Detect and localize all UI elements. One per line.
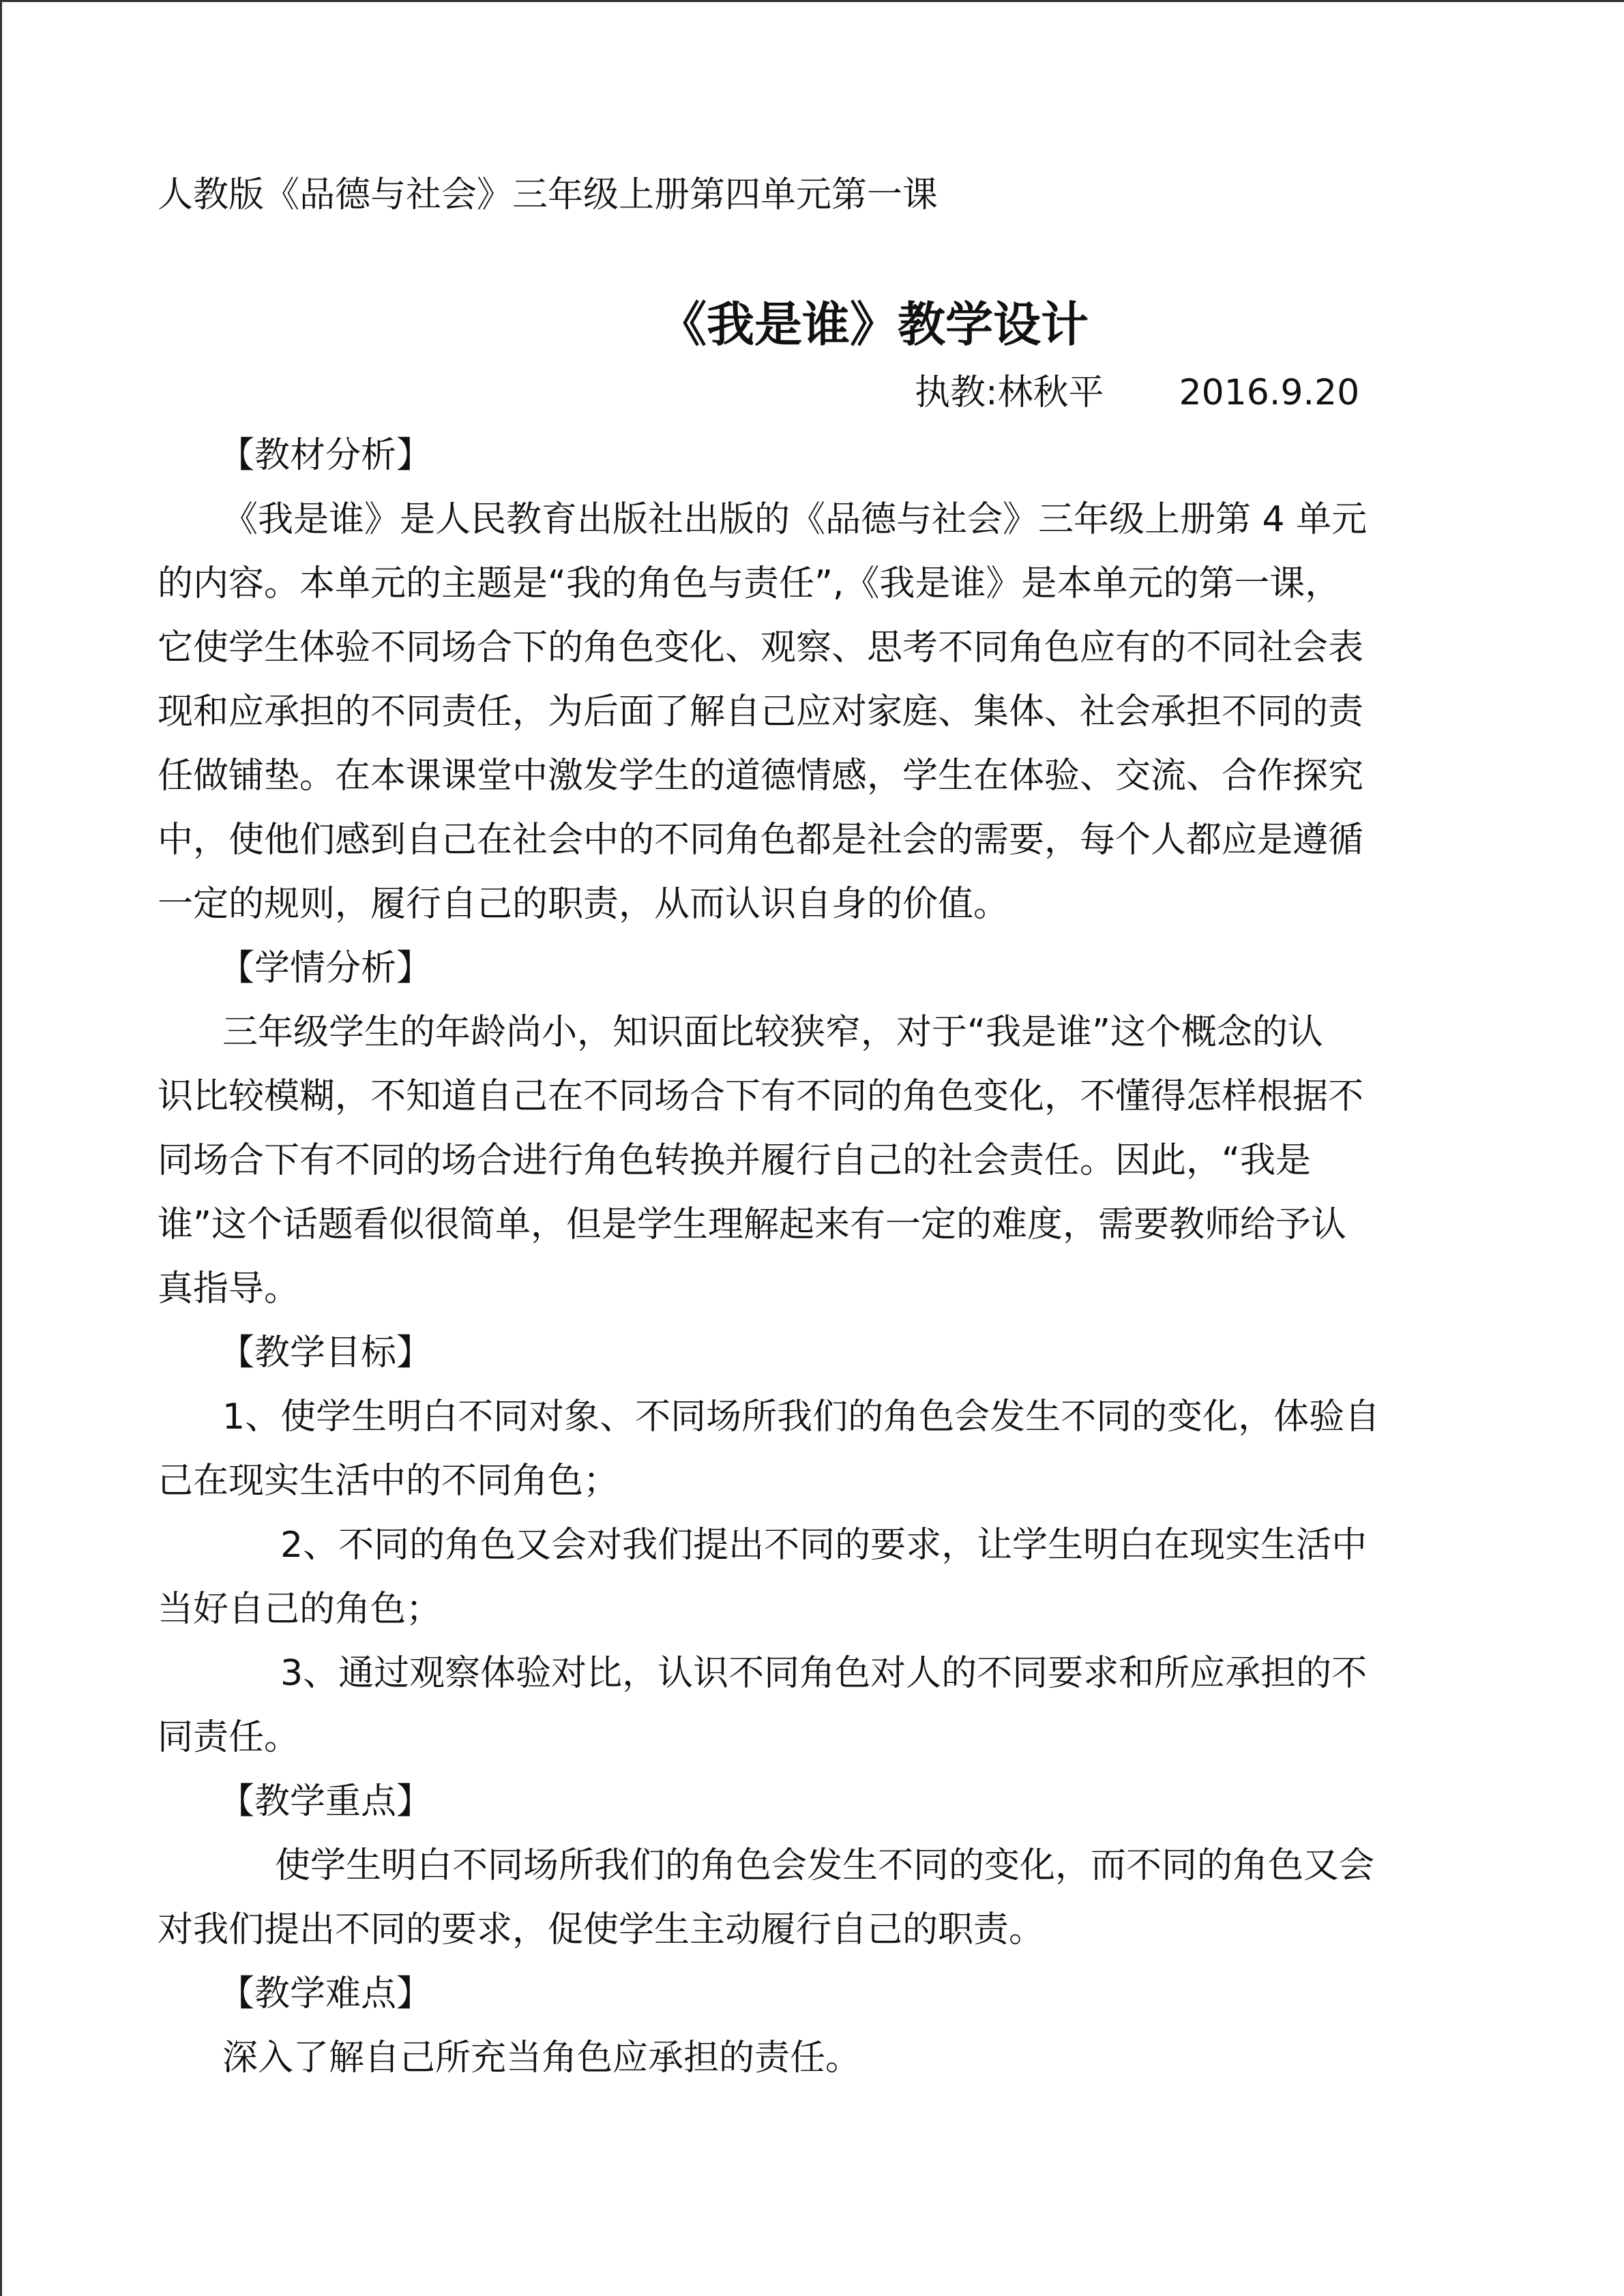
paragraph-line: 识比较模糊，不知道自己在不同场合下有不同的角色变化，不懂得怎样根据不	[158, 1076, 1364, 1117]
paragraph-line: 它使学生体验不同场合下的角色变化、观察、思考不同角色应有的不同社会表	[158, 627, 1364, 668]
lesson-date: 2016.9.20	[1179, 372, 1360, 413]
goal-item-line: 同责任。	[158, 1717, 300, 1758]
course-line: 人教版《品德与社会》三年级上册第四单元第一课	[158, 175, 939, 215]
section-heading-difficulty: 【教学难点】	[219, 1973, 432, 2014]
students-paragraph	[158, 1000, 1460, 1321]
paragraph-line: 任做铺垫。在本课课堂中激发学生的道德情感，学生在体验、交流、合作探究	[158, 756, 1364, 796]
goal-item-line: 当好自己的角色；	[158, 1589, 442, 1630]
section-heading-focus: 【教学重点】	[219, 1781, 432, 1822]
paragraph-line: 《我是谁》是人民教育出版社出版的《品德与社会》三年级上册第 4 单元	[222, 499, 1368, 540]
paragraph-line: 对我们提出不同的要求，促使学生主动履行自己的职责。	[158, 1909, 1045, 1950]
section-heading-textbook: 【教材分析】	[219, 435, 432, 476]
paragraph-line: 现和应承担的不同责任，为后面了解自己应对家庭、集体、社会承担不同的责	[158, 691, 1364, 732]
document-title: 《我是谁》教学设计	[659, 297, 1089, 353]
paragraph-line: 使学生明白不同场所我们的角色会发生不同的变化，而不同的角色又会	[275, 1845, 1375, 1886]
goal-item-line: 1、使学生明白不同对象、不同场所我们的角色会发生不同的变化，体验自	[222, 1397, 1381, 1437]
goals-list	[158, 1385, 1460, 1770]
paragraph-line: 深入了解自己所充当角色应承担的责任。	[222, 2038, 861, 2078]
paragraph-line: 真指导。	[158, 1268, 300, 1309]
goal-item-line: 2、不同的角色又会对我们提出不同的要求，让学生明白在现实生活中	[280, 1525, 1368, 1566]
section-heading-students: 【学情分析】	[219, 948, 432, 989]
paragraph-line: 三年级学生的年龄尚小，知识面比较狭窄，对于“我是谁”这个概念的认	[222, 1012, 1323, 1053]
paragraph-line: 同场合下有不同的场合进行角色转换并履行自己的社会责任。因此，“我是	[158, 1140, 1311, 1181]
focus-paragraph	[158, 1834, 1460, 1962]
document-content	[158, 164, 1460, 2090]
teacher-name: 执教:林秋平	[915, 372, 1104, 413]
paragraph-line: 中，使他们感到自己在社会中的不同角色都是社会的需要，每个人都应是遵循	[158, 820, 1364, 861]
section-heading-goals: 【教学目标】	[219, 1332, 432, 1373]
paragraph-line: 一定的规则，履行自己的职责，从而认识自身的价值。	[158, 884, 1009, 925]
teacher-meta	[158, 362, 1460, 423]
paragraph-line: 谁”这个话题看似很简单，但是学生理解起来有一定的难度，需要教师给予认	[158, 1204, 1346, 1245]
goal-item-line: 己在现实生活中的不同角色；	[158, 1461, 619, 1502]
textbook-paragraph	[158, 488, 1460, 936]
paragraph-line: 的内容。本单元的主题是“我的角色与责任”,《我是谁》是本单元的第一课，	[158, 563, 1341, 604]
goal-item-line: 3、通过观察体验对比，认识不同角色对人的不同要求和所应承担的不	[280, 1653, 1368, 1694]
difficulty-paragraph	[158, 2026, 1460, 2090]
